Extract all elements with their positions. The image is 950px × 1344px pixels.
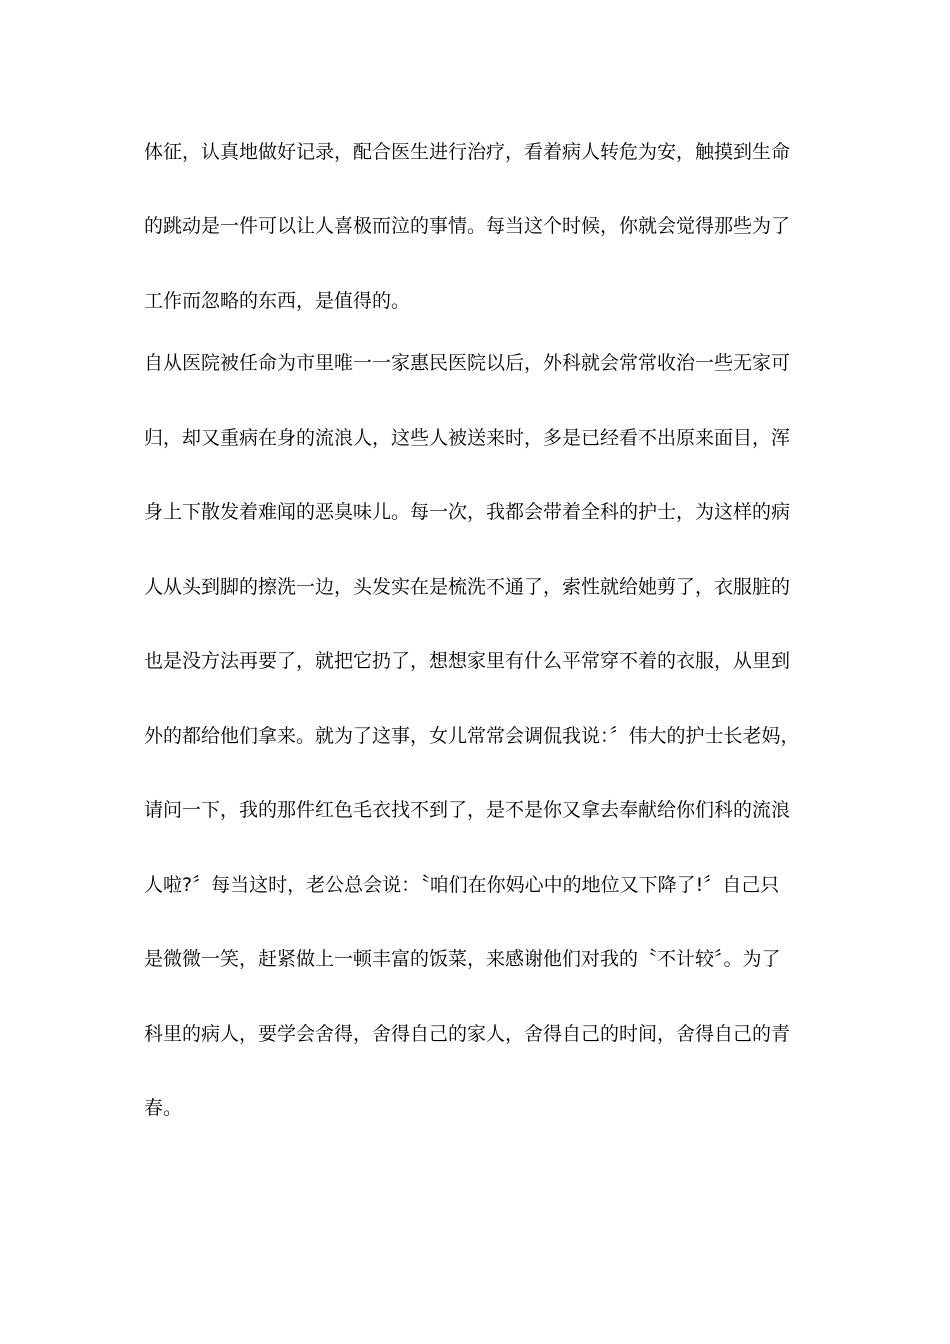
text-line: 人从头到脚的擦洗一边，头发实在是梳洗不通了，索性就给她剪了，衣服脏的 xyxy=(144,576,791,598)
text-line: 人啦?〞每当这时，老公总会说：〝咱们在你妈心中的地位又下降了!〞自己只 xyxy=(144,874,780,896)
text-line: 工作而忽略的东西，是值得的。 xyxy=(144,290,411,312)
text-line: 体征，认真地做好记录，配合医生进行治疗，看着病人转危为安，触摸到生命 xyxy=(144,141,791,163)
text-line: 科里的病人，要学会舍得，舍得自己的家人，舍得自己的时间，舍得自己的青 xyxy=(144,1023,791,1045)
text-line: 外的都给他们拿来。就为了这事，女儿常常会调侃我说：〞伟大的护士长老妈， xyxy=(144,725,800,747)
text-line: 请问一下，我的那件红色毛衣找不到了，是不是你又拿去奉献给你们科的流浪 xyxy=(144,799,791,821)
text-line: 归，却又重病在身的流浪人，这些人被送来时，多是已经看不出原来面目，浑 xyxy=(144,427,791,449)
text-line: 春。 xyxy=(144,1097,183,1119)
text-line: 身上下散发着难闻的恶臭味儿。每一次，我都会带着全科的护士，为这样的病 xyxy=(144,501,791,523)
text-line: 自从医院被任命为市里唯一一家惠民医院以后，外科就会常常收治一些无家可 xyxy=(144,352,791,374)
text-line: 的跳动是一件可以让人喜极而泣的事情。每当这个时候，你就会觉得那些为了 xyxy=(144,215,791,237)
text-line: 也是没方法再要了，就把它扔了，想想家里有什么平常穿不着的衣服，从里到 xyxy=(144,650,791,672)
text-line: 是微微一笑，赶紧做上一顿丰富的饭菜，来感谢他们对我的〝不计较〞。为了 xyxy=(144,948,781,970)
